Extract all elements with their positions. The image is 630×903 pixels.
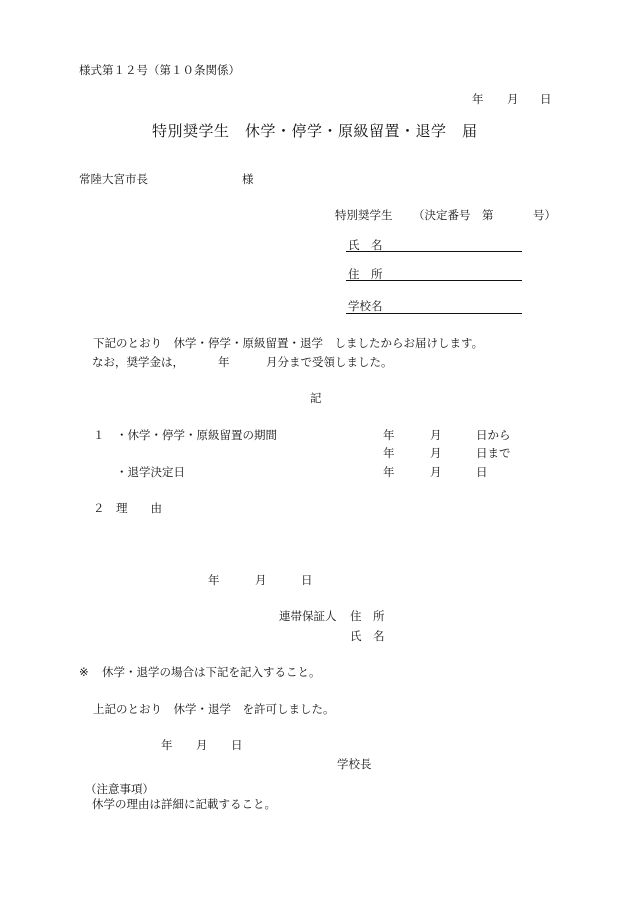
guarantor-label: 連帯保証人 [279,609,337,623]
statement-line2-year: 年 [218,355,230,369]
item1-to-month: 月 [430,446,442,460]
decision-number-suffix: 号） [533,208,556,222]
guarantor-name-label: 氏 名 [350,629,385,643]
document-title: 特別奨学生 休学・停学・原級留置・退学 届 [152,122,478,140]
statement-line1: 下記のとおり 休学・停学・原級留置・退学 しましたからお届けします。 [93,336,484,350]
item1-to-year: 年 [383,446,395,460]
header-day: 日 [540,92,552,106]
item1-to-day: 日まで [476,446,511,460]
withdrawal-month: 月 [430,465,442,479]
note-mark: ※ [79,665,89,679]
submit-month: 月 [255,573,267,587]
decision-number-label: （決定番号 第 [413,208,494,222]
permit-statement: 上記のとおり 休学・退学 を許可しました。 [93,702,335,716]
applicant-name-line [346,251,522,252]
item1-from-month: 月 [430,428,442,442]
guarantor-address-label: 住 所 [350,609,385,623]
applicant-address-line [346,280,522,281]
form-number: 様式第１２号（第１０条関係） [79,63,240,77]
applicant-school-line [346,313,522,314]
item1-number: １ [93,428,105,442]
submit-year: 年 [208,573,220,587]
principal-label: 学校長 [337,757,372,771]
item2-number: ２ [93,501,105,515]
item2-label: 理 由 [116,501,162,515]
caution-heading: （注意事項） [85,782,154,796]
scholar-label: 特別奨学生 [335,208,393,222]
header-year: 年 [472,92,484,106]
submit-day: 日 [301,573,313,587]
applicant-school-label: 学校名 [348,299,383,313]
statement-line2-a: なお，奨学金は， [92,355,184,369]
withdrawal-day: 日 [476,465,488,479]
applicant-name-label: 氏 名 [348,238,383,252]
applicant-address-label: 住 所 [348,267,383,281]
statement-line2-b: 月分まで受領しました。 [266,355,393,369]
permit-month: 月 [196,738,208,752]
caution-text: 休学の理由は詳細に記載すること。 [92,797,276,811]
withdrawal-year: 年 [383,465,395,479]
item1-from-day: 日から [476,428,511,442]
item1-label: ・休学・停学・原級留置の期間 [116,428,277,442]
addressee-honorific: 様 [242,172,254,186]
ki-heading: 記 [310,391,322,405]
permit-day: 日 [231,738,243,752]
permit-year: 年 [161,738,173,752]
withdrawal-label: ・退学決定日 [116,465,185,479]
item1-from-year: 年 [383,428,395,442]
addressee-name: 常陸大宮市長 [79,172,148,186]
header-month: 月 [507,92,519,106]
note-text: 休学・退学の場合は下記を記入すること。 [102,665,321,679]
